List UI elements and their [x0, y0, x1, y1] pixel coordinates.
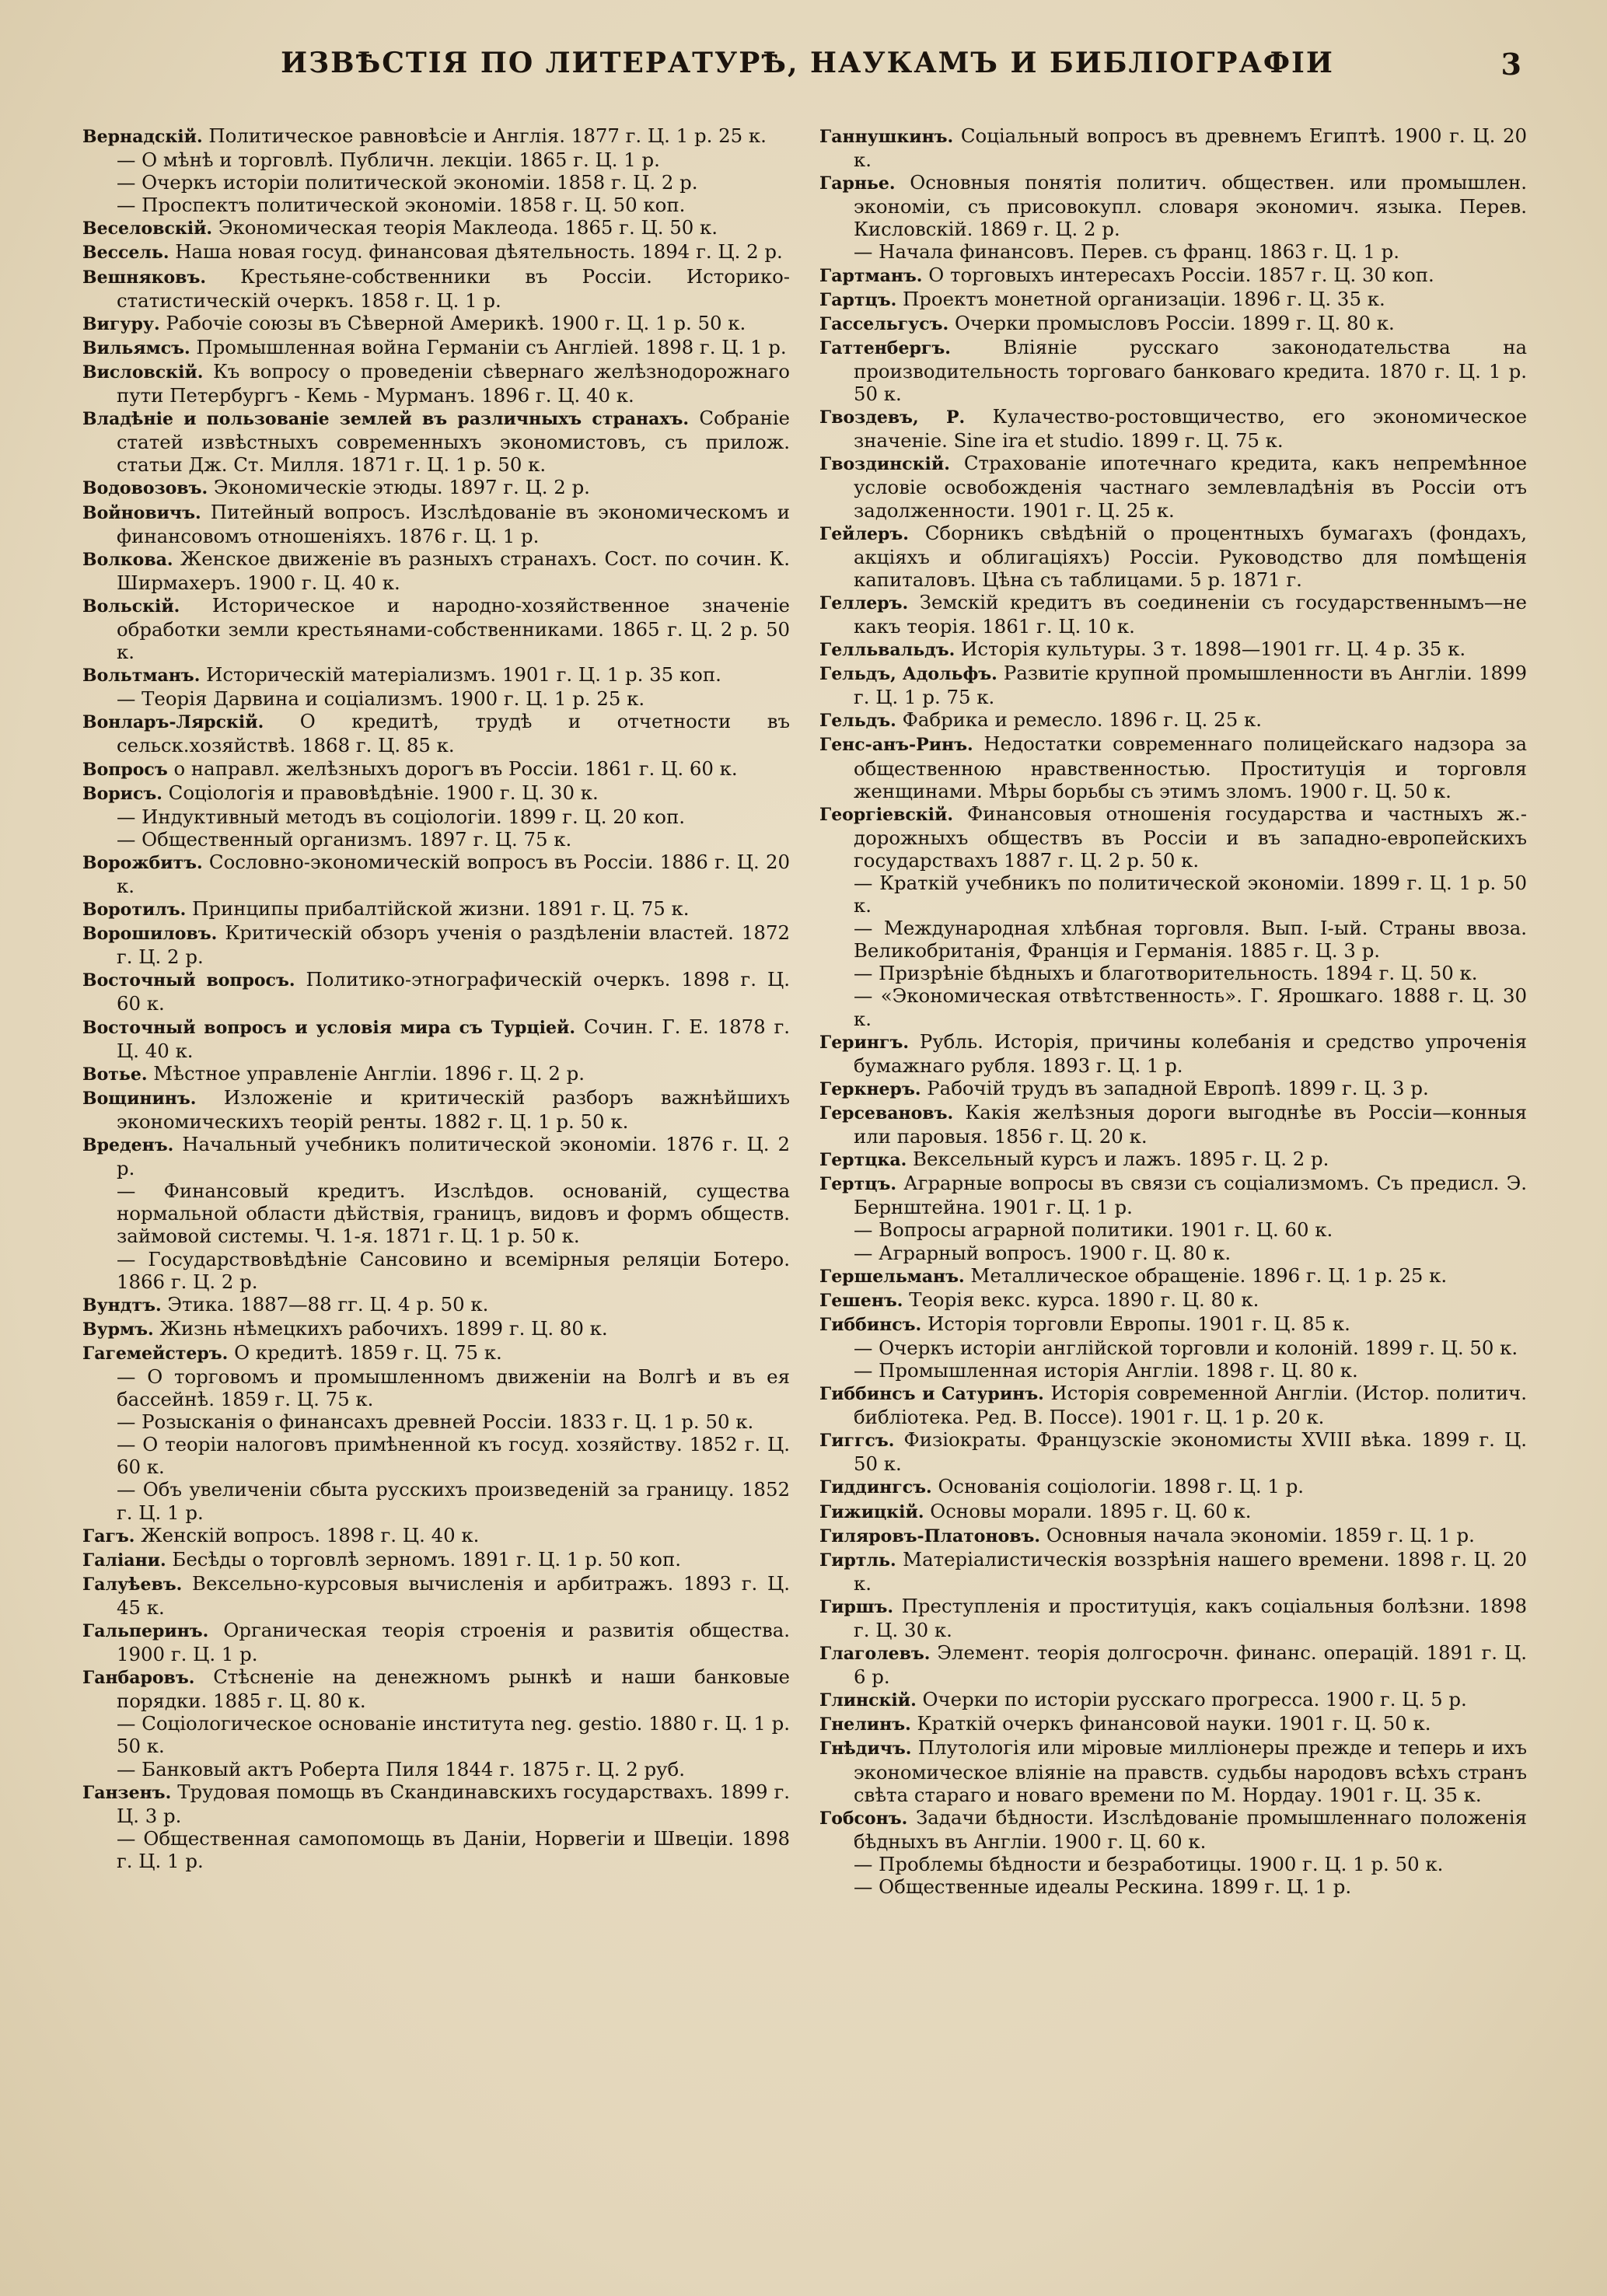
- entry-text: Изложеніе и критическій разборъ важнѣйшихъ экономическихъ теорій ренты. 1882 г. Ц. 1 р. 50 к.: [117, 1085, 790, 1133]
- bibliography-entry: [819, 452, 1527, 521]
- bibliography-entry: [82, 1524, 790, 1548]
- entry-author: Гелльвальдъ.: [819, 640, 955, 661]
- bibliography-subentry: — Общественная самопомощь въ Даніи, Норвегіи и Швеціи. 1898 г. Ц. 1 р.: [117, 1826, 790, 1872]
- bibliography-entry: [82, 757, 790, 781]
- bibliography-entry: [819, 1382, 1527, 1428]
- entry-text: Принципы прибалтійской жизни. 1891 г. Ц. 75 к.: [192, 897, 690, 921]
- bibliography-subentry: — Проспектъ политической экономіи. 1858 г. Ц. 50 коп.: [117, 194, 686, 217]
- bibliography-subentry: — Аграрный вопросъ. 1900 г. Ц. 80 к.: [854, 1241, 1231, 1264]
- entry-text: Проектъ монетной организаціи. 1896 г. Ц. 35 к.: [903, 287, 1385, 310]
- entry-author: Вешняковъ.: [82, 267, 206, 288]
- bibliography-entry: [819, 1101, 1527, 1148]
- entry-author: Гертцка.: [819, 1150, 907, 1171]
- entry-text: Жизнь нѣмецкихъ рабочихъ. 1899 г. Ц. 80 к.: [159, 1316, 608, 1340]
- entry-text: Развитіе крупной промышленности въ Англіи. 1899 г. Ц. 1 р. 75 к.: [854, 662, 1528, 709]
- bibliography-subentry: — Общественные идеалы Рескина. 1899 г. Ц. 1 р.: [854, 1875, 1352, 1899]
- entry-author: Гиббинсъ и Сатуринъ.: [819, 1384, 1044, 1405]
- bibliography-subentry: — Государствовѣдѣніе Сансовино и всемірныя реляціи Ботеро. 1866 г. Ц. 2 р.: [117, 1247, 790, 1293]
- entry-author: Вольтманъ.: [82, 666, 201, 687]
- entry-text: Сословно-экономическій вопросъ въ Россіи. 1886 г. Ц. 20 к.: [117, 850, 790, 897]
- bibliography-entry: [819, 708, 1527, 732]
- entry-author: Гешенъ.: [819, 1290, 903, 1311]
- entry-text: Очерки промысловъ Россіи. 1899 г. Ц. 80 к.: [954, 311, 1395, 334]
- bibliography-entry: [819, 336, 1527, 405]
- entry-author: Восточный вопросъ и условія мира съ Турціей.: [82, 1017, 576, 1038]
- entry-author: Гальперинъ.: [82, 1621, 209, 1641]
- entry-author: Вольскій.: [82, 596, 180, 617]
- bibliography-subentry: — Международная хлѣбная торговля. Вып. I-ый. Страны ввоза. Великобританія, Франція и Германія. 1885 г. Ц. 3 р.: [854, 917, 1527, 963]
- bibliography-entry: [819, 1077, 1527, 1101]
- entry-author: Гобсонъ.: [819, 1808, 908, 1829]
- entry-text: Трудовая помощь въ Скандинавскихъ государствахъ. 1899 г. Ц. 3 р.: [117, 1780, 790, 1827]
- bibliography-entry: [82, 1781, 790, 1827]
- entry-text: Основныя начала экономіи. 1859 г. Ц. 1 р.: [1046, 1523, 1475, 1546]
- bibliography-entry: [82, 1572, 790, 1619]
- entry-text: Матеріалистическія воззрѣнія нашего времени. 1898 г. Ц. 20 к.: [854, 1547, 1527, 1595]
- bibliography-entry: [819, 1264, 1527, 1288]
- page-number: 3: [1500, 47, 1521, 82]
- bibliography-entry: [82, 781, 790, 806]
- entry-author: Гвоздинскій.: [819, 454, 950, 475]
- entry-text: Крестьяне-собственники въ Россіи. Историко-статистическій очеркъ. 1858 г. Ц. 1 р.: [117, 264, 790, 312]
- right-column: [819, 124, 1527, 1898]
- bibliography-subentry: — О мѣнѣ и торговлѣ. Публичн. лекціи. 1865 г. Ц. 1 р.: [117, 149, 660, 172]
- bibliography-entry: [819, 1500, 1527, 1524]
- bibliography-entry: [819, 288, 1527, 312]
- bibliography-entry: [82, 265, 790, 312]
- entry-text: Аграрные вопросы въ связи съ соціализмомъ. Съ предисл. Э. Бернштейна. 1901 г. Ц. 1 р.: [854, 1172, 1527, 1219]
- entry-text: Краткій очеркъ финансовой науки. 1901 г. Ц. 50 к.: [917, 1712, 1431, 1735]
- bibliography-subentry: — Теорія Дарвина и соціализмъ. 1900 г. Ц. 1 р. 25 к.: [117, 687, 645, 711]
- entry-text: Наша новая госуд. финансовая дѣятельность. 1894 г. Ц. 2 р.: [175, 240, 783, 264]
- bibliography-entry: [819, 1712, 1527, 1736]
- left-column: [82, 124, 790, 1872]
- bibliography-subentry: — Краткій учебникъ по политической экономіи. 1899 г. Ц. 1 р. 50 к.: [854, 872, 1527, 917]
- entry-text: Физіократы. Французскіе экономисты XVIII вѣка. 1899 г. Ц. 50 к.: [854, 1428, 1527, 1476]
- bibliography-entry: [82, 476, 790, 500]
- entry-text: Задачи бѣдности. Изслѣдованіе промышленнаго положенія бѣдныхъ въ Англіи. 1900 г. Ц. 60 к.: [854, 1805, 1527, 1853]
- bibliography-subentry: — Банковый актъ Роберта Пиля 1844 г. 1875 г. Ц. 2 руб.: [117, 1757, 685, 1781]
- entry-text: О торговыхъ интересахъ Россіи. 1857 г. Ц. 30 коп.: [928, 263, 1434, 286]
- entry-author: Гнелинъ.: [819, 1714, 911, 1735]
- entry-text: Элемент. теорія долгосрочн. финанс. операцій. 1891 г. Ц. 6 р.: [854, 1641, 1527, 1689]
- entry-text: Бесѣды о торговлѣ зерномъ. 1891 г. Ц. 1 р. 50 коп.: [172, 1547, 682, 1571]
- bibliography-entry: [819, 171, 1527, 240]
- entry-text: Политическое равновѣсіе и Англія. 1877 г. Ц. 1 р. 25 к.: [208, 124, 767, 147]
- entry-text: Исторія культуры. 3 т. 1898—1901 гг. Ц. 4 р. 35 к.: [961, 638, 1466, 661]
- entry-author: Гагъ.: [82, 1525, 135, 1546]
- entry-text: Рубль. Исторія, причины колебанія и средство упроченія бумажнаго рубля. 1893 г. Ц. 1 р.: [854, 1029, 1527, 1077]
- bibliography-entry: [819, 1148, 1527, 1172]
- entry-author: Воротилъ.: [82, 900, 187, 921]
- entry-text: Женскій вопросъ. 1898 г. Ц. 40 к.: [141, 1523, 480, 1546]
- entry-author: Гаттенбергъ.: [819, 337, 951, 358]
- entry-text: Мѣстное управленіе Англіи. 1896 г. Ц. 2 р.: [153, 1061, 585, 1085]
- bibliography-entry: [82, 968, 790, 1015]
- entry-author: Вессель.: [82, 243, 169, 264]
- entry-author: Гиггсъ.: [819, 1431, 895, 1452]
- entry-text: Исторія торговли Европы. 1901 г. Ц. 85 к.: [927, 1312, 1350, 1335]
- bibliography-entry: [82, 407, 790, 476]
- bibliography-subentry: — О теоріи налоговъ примѣненной къ госуд. хозяйству. 1852 г. Ц. 60 к.: [117, 1433, 790, 1479]
- entry-author: Ворожбитъ.: [82, 852, 203, 873]
- bibliography-entry: [82, 710, 790, 757]
- entry-author: Вреденъ.: [82, 1135, 174, 1156]
- bibliography-entry: [819, 1688, 1527, 1712]
- entry-author: Генс-анъ-Ринъ.: [819, 735, 973, 756]
- entry-author: Гартцъ.: [819, 289, 897, 310]
- bibliography-entry: [819, 1030, 1527, 1077]
- entry-text: Соціологія и правовѣдѣніе. 1900 г. Ц. 30 к.: [168, 781, 599, 804]
- bibliography-subentry: — Индуктивный методъ въ соціологіи. 1899 г. Ц. 20 коп.: [117, 805, 685, 828]
- bibliography-subentry: — О торговомъ и промышленномъ движеніи на Волгѣ и въ ея бассейнѣ. 1859 г. Ц. 75 к.: [117, 1365, 790, 1411]
- entry-author: Георгіевскій.: [819, 804, 953, 825]
- entry-text: Сочин. Г. Е. 1878 г. Ц. 40 к.: [117, 1015, 790, 1062]
- bibliography-entry: [82, 1086, 790, 1133]
- bibliography-subentry: — Очеркъ исторіи англійской торговли и колоній. 1899 г. Ц. 50 к.: [854, 1336, 1518, 1359]
- bibliography-entry: [82, 1293, 790, 1317]
- bibliography-entry: [82, 360, 790, 407]
- entry-text: Собраніе статей извѣстныхъ современныхъ экономистовъ, съ прилож. статьи Дж. Ст. Милля. 1871 г. Ц. 1 р. 50 к.: [117, 407, 790, 477]
- entry-text: Женское движеніе въ разныхъ странахъ. Сост. по сочин. К. Ширмахеръ. 1900 г. Ц. 40 к.: [117, 547, 790, 594]
- entry-author: Гарнье.: [819, 173, 896, 194]
- entry-text: Экономическіе этюды. 1897 г. Ц. 2 р.: [213, 476, 590, 499]
- bibliography-subentry: — Розысканія о финансахъ древней Россіи. 1833 г. Ц. 1 р. 50 к.: [117, 1410, 754, 1434]
- entry-text: Основанія соціологіи. 1898 г. Ц. 1 р.: [938, 1475, 1305, 1498]
- bibliography-entry: [819, 1172, 1527, 1218]
- entry-text: Сборникъ свѣдѣній о процентныхъ бумагахъ (фондахъ, акціяхъ и облигаціяхъ) Россіи. Руководство для помѣщенія капиталовъ. Цѣна съ таблицами. 5 р. 1871 г.: [854, 521, 1527, 591]
- entry-author: Герсевановъ.: [819, 1103, 954, 1124]
- entry-author: Ганзенъ.: [82, 1782, 172, 1803]
- entry-author: Геркнеръ.: [819, 1078, 921, 1099]
- entry-text: Промышленная война Германіи съ Англіей. 1898 г. Ц. 1 р.: [196, 335, 787, 358]
- bibliography-entry: [819, 1312, 1527, 1337]
- bibliography-subentry: — «Экономическая отвѣтственность». Г. Ярошкаго. 1888 г. Ц. 30 к.: [854, 984, 1527, 1030]
- bibliography-entry: [82, 501, 790, 547]
- bibliography-entry: [819, 1595, 1527, 1641]
- bibliography-entry: [82, 240, 790, 264]
- bibliography-entry: [819, 1806, 1527, 1853]
- bibliography-entry: [819, 1475, 1527, 1499]
- entry-author: Гертцъ.: [819, 1174, 896, 1195]
- bibliography-entry: [819, 312, 1527, 336]
- entry-text: Металлическое обращеніе. 1896 г. Ц. 1 р. 25 к.: [970, 1263, 1448, 1287]
- entry-author: Гиббинсъ.: [819, 1314, 922, 1335]
- entry-text: Страхованіе ипотечнаго кредита, какъ непремѣнное условіе освобожденія частнаго землевладѣнія въ Россіи отъ задолженности. 1901 г. Ц. 25 к.: [854, 452, 1527, 522]
- entry-text: Преступленія и проституція, какъ соціальныя болѣзни. 1898 г. Ц. 30 к.: [854, 1594, 1527, 1641]
- entry-text: Къ вопросу о проведеніи сѣвернаго желѣзнодорожнаго пути Петербургъ - Кемь - Мурманъ. 1896 г. Ц. 40 к.: [117, 359, 790, 407]
- bibliography-subentry: — Очеркъ исторіи политической экономіи. 1858 г. Ц. 2 р.: [117, 171, 698, 194]
- entry-author: Вундтъ.: [82, 1295, 162, 1316]
- entry-text: Стѣсненіе на денежномъ рынкѣ и наши банковые порядки. 1885 г. Ц. 80 к.: [117, 1665, 790, 1713]
- bibliography-subentry: — Промышленная исторія Англіи. 1898 г. Ц. 80 к.: [854, 1358, 1358, 1382]
- entry-text: Критическій обзоръ ученія о раздѣленіи властей. 1872 г. Ц. 2 р.: [117, 921, 790, 969]
- entry-author: Гельдъ, Адольфъ.: [819, 664, 997, 685]
- entry-text: Исторія современной Англіи. (Истор. политич. библіотека. Ред. В. Поссе). 1901 г. Ц. 1 р. 20 к.: [854, 1382, 1527, 1429]
- entry-author: Геллеръ.: [819, 592, 909, 613]
- bibliography-entry: [819, 732, 1527, 802]
- entry-text: Теорія векс. курса. 1890 г. Ц. 80 к.: [909, 1288, 1259, 1311]
- bibliography-entry: [819, 662, 1527, 708]
- entry-author: Висловскій.: [82, 362, 204, 383]
- entry-text: Основы морали. 1895 г. Ц. 60 к.: [930, 1499, 1252, 1522]
- entry-author: Гиртль.: [819, 1550, 896, 1571]
- bibliography-entry: [82, 1619, 790, 1665]
- entry-text: Вліяніе русскаго законодательства на производительность торговаго банковаго кредита. 1870 г. Ц. 1 р. 50 к.: [854, 335, 1527, 406]
- entry-author: Восточный вопросъ.: [82, 970, 295, 991]
- entry-author: Владѣніе и пользованіе землей въ различныхъ странахъ.: [82, 409, 689, 430]
- entry-text: Земскій кредитъ въ соединеніи съ государственнымъ—не какъ теорія. 1861 г. Ц. 10 к.: [854, 590, 1527, 638]
- entry-author: Гвоздевъ, Р.: [819, 407, 966, 428]
- bibliography-subentry: — Финансовый кредитъ. Изслѣдов. основаній, существа нормальной области дѣйствія, границъ, видовъ и формъ обществ. займовой системы. Ч. 1-я. 1871 г. Ц. 1 р. 50 к.: [117, 1179, 790, 1248]
- bibliography-entry: [819, 1428, 1527, 1475]
- entry-author: Ворошиловъ.: [82, 924, 218, 945]
- bibliography-entry: [82, 1665, 790, 1712]
- bibliography-entry: [82, 124, 790, 149]
- bibliography-entry: [82, 663, 790, 687]
- entry-text: Финансовыя отношенія государства и частныхъ ж.-дорожныхъ обществъ въ Россіи и въ западно-европейскихъ государствахъ 1887 г. Ц. 2 р. 50 к.: [854, 802, 1527, 872]
- entry-text: Вексельно-курсовыя вычисленія и арбитражъ. 1893 г. Ц. 45 к.: [117, 1571, 790, 1619]
- entry-author: Вурмъ.: [82, 1319, 154, 1340]
- entry-author: Гиршъ.: [819, 1596, 894, 1617]
- entry-author: Ворисъ.: [82, 783, 162, 804]
- entry-text: Историческое и народно-хозяйственное значеніе обработки земли крестьянами-собственниками. 1865 г. Ц. 2 р. 50 к.: [117, 593, 790, 664]
- bibliography-entry: [819, 1736, 1527, 1805]
- entry-author: Вильямсъ.: [82, 337, 190, 358]
- entry-author: Гартманъ.: [819, 265, 923, 286]
- entry-author: Войновичъ.: [82, 502, 201, 523]
- entry-text: Начальный учебникъ политической экономіи. 1876 г. Ц. 2 р.: [117, 1133, 790, 1180]
- bibliography-entry: [819, 1641, 1527, 1688]
- entry-author: Вонларъ-Лярскій.: [82, 712, 264, 733]
- bibliography-entry: [82, 1548, 790, 1572]
- bibliography-entry: [82, 1015, 790, 1062]
- entry-author: Гельдъ.: [819, 711, 896, 732]
- entry-author: Гассельгусъ.: [819, 313, 949, 334]
- entry-text: О кредитѣ, трудѣ и отчетности въ сельск.хозяйствѣ. 1868 г. Ц. 85 к.: [117, 710, 790, 757]
- bibliography-subentry: — Призрѣніе бѣдныхъ и благотворительность. 1894 г. Ц. 50 к.: [854, 962, 1478, 985]
- entry-author: Глинскій.: [819, 1690, 917, 1711]
- entry-text: о направл. желѣзныхъ дорогъ въ Россіи. 1861 г. Ц. 60 к.: [173, 757, 738, 780]
- bibliography-entry: [819, 638, 1527, 662]
- entry-author: Гершельманъ.: [819, 1266, 965, 1287]
- entry-author: Гиддингсъ.: [819, 1477, 932, 1498]
- entry-text: О кредитѣ. 1859 г. Ц. 75 к.: [234, 1340, 502, 1364]
- entry-author: Гагемейстеръ.: [82, 1343, 229, 1364]
- entry-author: Гейлеръ.: [819, 523, 909, 544]
- entry-author: Ганнушкинъ.: [819, 127, 954, 147]
- entry-text: Плутологія или міровые милліонеры прежде и теперь и ихъ экономическое вліяніе на правств. судьбы народовъ всѣхъ странъ свѣта стараго и новаго времени по М. Нордау. 1901 г. Ц. 35 к.: [854, 1736, 1527, 1806]
- bibliography-entry: [82, 594, 790, 663]
- entry-text: Этика. 1887—88 гг. Ц. 4 р. 50 к.: [167, 1292, 489, 1316]
- entry-text: Какія желѣзныя дороги выгоднѣе въ Россіи—конныя или паровыя. 1856 г. Ц. 20 к.: [854, 1100, 1527, 1148]
- bibliography-entry: [82, 1133, 790, 1179]
- entry-text: Питейный вопросъ. Изслѣдованіе въ экономическомъ и финансовомъ отношеніяхъ. 1876 г. Ц. 1 р.: [117, 500, 791, 547]
- entry-author: Водовозовъ.: [82, 478, 208, 499]
- bibliography-entry: [82, 851, 790, 897]
- bibliography-entry: [819, 802, 1527, 872]
- entry-author: Глаголевъ.: [819, 1644, 931, 1665]
- entry-text: Экономическая теорія Маклеода. 1865 г. Ц. 50 к.: [218, 216, 718, 239]
- entry-text: Очерки по исторіи русскаго прогресса. 1900 г. Ц. 5 р.: [922, 1688, 1467, 1711]
- entry-text: Рабочіе союзы въ Сѣверной Америкѣ. 1900 г. Ц. 1 р. 50 к.: [166, 311, 746, 334]
- bibliography-entry: [82, 921, 790, 968]
- bibliography-entry: [82, 1341, 790, 1365]
- bibliography-entry: [819, 522, 1527, 591]
- bibliography-entry: [819, 591, 1527, 638]
- entry-author: Вернадскій.: [82, 127, 203, 147]
- bibliography-entry: [82, 312, 790, 336]
- bibliography-subentry: — Объ увеличеніи сбыта русскихъ произведеній за границу. 1852 г. Ц. 1 р.: [117, 1478, 790, 1524]
- bibliography-subentry: — Вопросы аграрной политики. 1901 г. Ц. 60 к.: [854, 1218, 1333, 1242]
- bibliography-entry: [82, 547, 790, 594]
- entry-author: Вощининъ.: [82, 1088, 197, 1109]
- bibliography-entry: [82, 216, 790, 240]
- bibliography-entry: [819, 1288, 1527, 1312]
- bibliography-entry: [819, 405, 1527, 452]
- entry-text: Соціальный вопросъ въ древнемъ Египтѣ. 1900 г. Ц. 20 к.: [854, 124, 1527, 172]
- entry-author: Волкова.: [82, 549, 173, 570]
- bibliography-subentry: — Соціологическое основаніе института neg. gestio. 1880 г. Ц. 1 р. 50 к.: [117, 1712, 790, 1758]
- entry-text: Политико-этнографическій очеркъ. 1898 г. Ц. 60 к.: [117, 968, 790, 1015]
- entry-author: Вотье.: [82, 1064, 148, 1085]
- bibliography-entry: [819, 1548, 1527, 1595]
- entry-text: Историческій матеріализмъ. 1901 г. Ц. 1 р. 35 коп.: [206, 663, 721, 687]
- bibliography-entry: [82, 1317, 790, 1341]
- entry-text: Вексельный курсъ и лажъ. 1895 г. Ц. 2 р.: [913, 1148, 1329, 1171]
- bibliography-entry: [819, 1524, 1527, 1548]
- entry-text: Недостатки современнаго полицейскаго надзора за общественною нравственностью. Проституція и торговля женщинами. Мѣры борьбы съ этимъ зломъ. 1900 г. Ц. 50 к.: [854, 732, 1527, 802]
- page-header: [78, 47, 1537, 93]
- entry-author: Вопросъ: [82, 759, 168, 780]
- entry-author: Гижицкій.: [819, 1501, 924, 1522]
- bibliography-subentry: — Начала финансовъ. Перев. съ франц. 1863 г. Ц. 1 р.: [854, 240, 1400, 264]
- entry-text: Фабрика и ремесло. 1896 г. Ц. 25 к.: [902, 708, 1262, 732]
- entry-author: Галуѣевъ.: [82, 1574, 183, 1595]
- entry-author: Герингъ.: [819, 1032, 910, 1053]
- bibliography-entry: [82, 336, 790, 360]
- entry-text: Кулачество-ростовщичество, его экономическое значеніе. Sine ira et studio. 1899 г. Ц. 75 к.: [854, 405, 1527, 453]
- bibliography-subentry: — Общественный организмъ. 1897 г. Ц. 75 к.: [117, 827, 572, 851]
- bibliography-subentry: — Проблемы бѣдности и безработицы. 1900 г. Ц. 1 р. 50 к.: [854, 1852, 1444, 1875]
- bibliography-entry: [82, 1062, 790, 1086]
- entry-text: Основныя понятія политич. обществен. или промышлен. экономіи, съ присовокупл. словаря экономич. языка. Перев. Кисловскій. 1869 г. Ц. 2 р.: [854, 171, 1527, 241]
- running-title: ИЗВѢСТІЯ ПО ЛИТЕРАТУРѢ, НАУКАМЪ И БИБЛІОГРАФІИ: [281, 47, 1334, 79]
- bibliography-entry: [819, 124, 1527, 171]
- entry-author: Галіани.: [82, 1550, 166, 1571]
- entry-text: Органическая теорія строенія и развитія общества. 1900 г. Ц. 1 р.: [117, 1619, 790, 1666]
- bibliography-entry: [819, 264, 1527, 288]
- entry-text: Рабочій трудъ въ западной Европѣ. 1899 г. Ц. 3 р.: [927, 1076, 1429, 1099]
- bibliography-entry: [82, 897, 790, 921]
- entry-author: Гнѣдичъ.: [819, 1739, 912, 1760]
- entry-author: Вигуру.: [82, 313, 160, 334]
- entry-author: Ганбаровъ.: [82, 1668, 195, 1689]
- entry-author: Гиляровъ-Платоновъ.: [819, 1525, 1041, 1546]
- entry-author: Веселовскій.: [82, 218, 213, 239]
